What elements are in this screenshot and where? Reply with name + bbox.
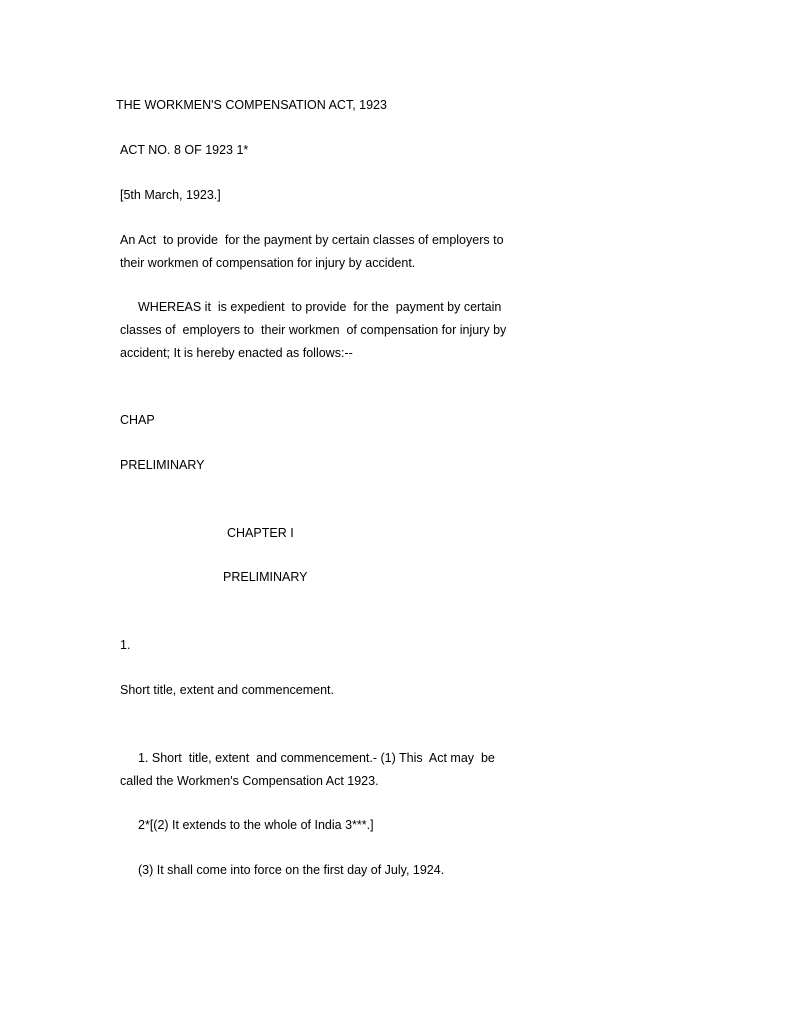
chap-abbrev: CHAP: [120, 413, 155, 427]
long-title-line-2: their workmen of compensation for injury by accident.: [120, 256, 416, 270]
long-title-line-1: An Act to provide for the payment by certain classes of employers to: [120, 233, 504, 247]
subsection-3: (3) It shall come into force on the first day of July, 1924.: [138, 863, 445, 877]
section-number: 1.: [120, 638, 131, 652]
chapter-subheading: PRELIMINARY: [223, 570, 308, 584]
act-title: THE WORKMEN'S COMPENSATION ACT, 1923: [116, 98, 387, 112]
section-1-line-2: called the Workmen's Compensation Act 1923.: [120, 774, 379, 788]
section-1-line-1: 1. Short title, extent and commencement.- (1) This Act may be: [138, 751, 495, 765]
act-number: ACT NO. 8 OF 1923 1*: [120, 143, 249, 157]
subsection-2: 2*[(2) It extends to the whole of India 3***.]: [138, 818, 374, 832]
chapter-heading: CHAPTER I: [227, 526, 294, 540]
preliminary-left: PRELIMINARY: [120, 458, 205, 472]
preamble-line-2: classes of employers to their workmen of compensation for injury by: [120, 323, 507, 337]
preamble-line-1: WHEREAS it is expedient to provide for the payment by certain: [138, 300, 502, 314]
act-date: [5th March, 1923.]: [120, 188, 221, 202]
section-marginal-note: Short title, extent and commencement.: [120, 683, 334, 697]
preamble-line-3: accident; It is hereby enacted as follows:--: [120, 346, 353, 360]
